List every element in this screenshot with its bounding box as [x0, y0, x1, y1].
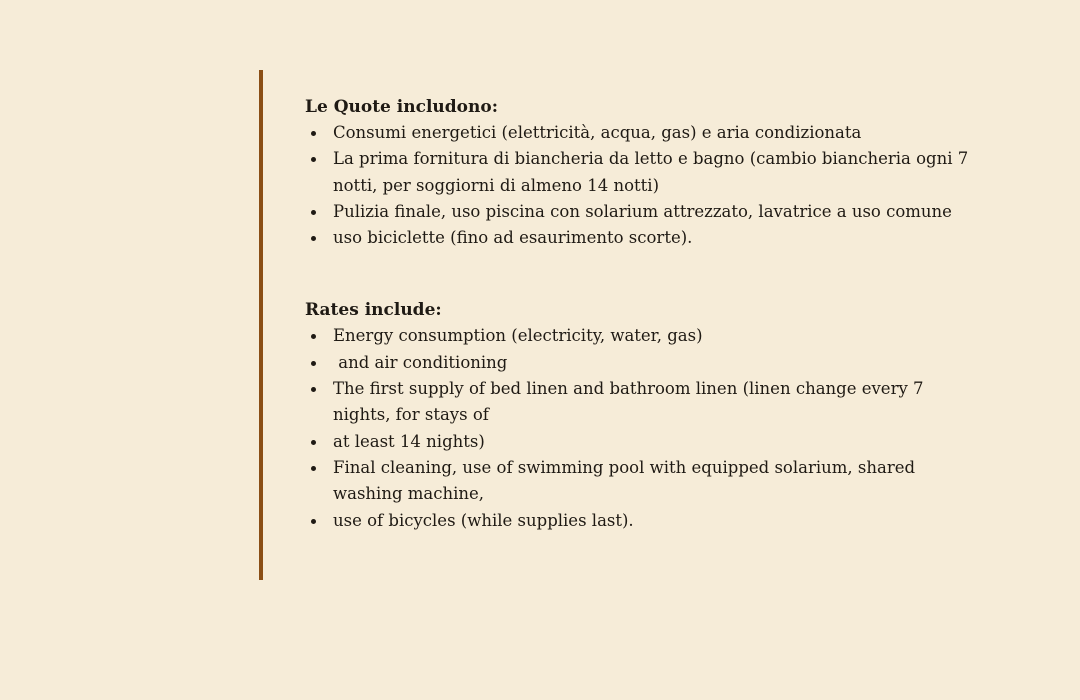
- section-title-english: Rates include:: [305, 300, 442, 321]
- list-item: Energy consumption (electricity, water, gas): [305, 323, 985, 349]
- accent-bar: [259, 70, 263, 580]
- bullet-icon: [311, 387, 316, 392]
- bullet-icon: [311, 361, 316, 366]
- list-item: use of bicycles (while supplies last).: [305, 508, 985, 534]
- section-english: [305, 297, 985, 533]
- bullet-icon: [311, 131, 316, 136]
- bullet-icon: [311, 466, 316, 471]
- bullet-list-italian: [305, 120, 985, 251]
- rates-content: [305, 94, 985, 534]
- list-item: La prima fornitura di biancheria da letto e bagno (cambio biancheria ogni 7 notti, per soggiorni di almeno 14 notti): [305, 146, 985, 199]
- list-item: Consumi energetici (elettricità, acqua, gas) e aria condizionata: [305, 120, 985, 146]
- bullet-icon: [311, 334, 316, 339]
- bullet-icon: [311, 157, 316, 162]
- bullet-list-english: [305, 323, 985, 533]
- list-item: Pulizia finale, uso piscina con solarium attrezzato, lavatrice a uso comune: [305, 199, 985, 225]
- bullet-icon: [311, 210, 316, 215]
- list-item: uso biciclette (fino ad esaurimento scorte).: [305, 225, 985, 251]
- section-title-italian: Le Quote includono:: [305, 97, 498, 117]
- list-item: at least 14 nights): [305, 429, 985, 455]
- bullet-icon: [311, 440, 316, 445]
- list-item: and air conditioning: [305, 350, 985, 376]
- list-item: Final cleaning, use of swimming pool with equipped solarium, shared washing machine,: [305, 455, 985, 508]
- section-spacer: [305, 251, 985, 297]
- list-item: The first supply of bed linen and bathroom linen (linen change every 7 nights, for stays of: [305, 376, 985, 429]
- section-italian: [305, 94, 985, 251]
- bullet-icon: [311, 519, 316, 524]
- bullet-icon: [311, 236, 316, 241]
